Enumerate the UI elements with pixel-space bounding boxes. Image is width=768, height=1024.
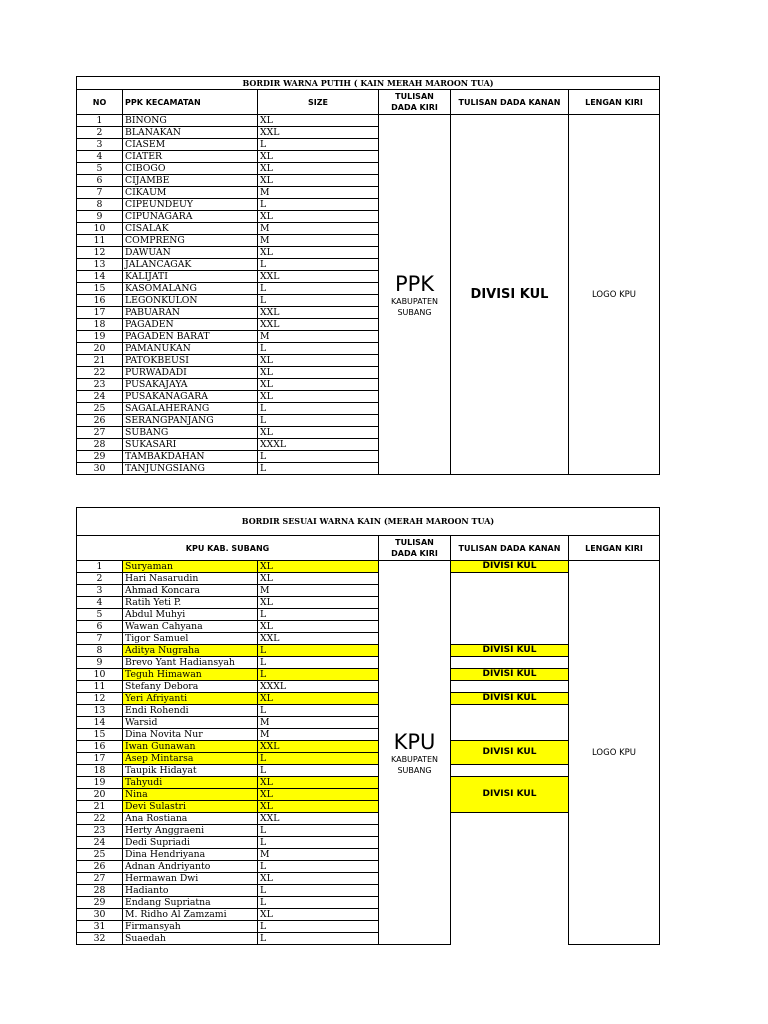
member-name: Hari Nasarudin: [123, 573, 258, 585]
row-number: 13: [77, 705, 123, 717]
dada-kanan-empty: [451, 717, 569, 729]
row-number: 26: [77, 861, 123, 873]
row-number: 17: [77, 307, 123, 319]
kecamatan-name: PAGADEN BARAT: [123, 331, 258, 343]
member-name: Devi Sulastri: [123, 801, 258, 813]
row-number: 1: [77, 115, 123, 127]
size-value: L: [258, 415, 379, 427]
size-value: M: [258, 187, 379, 199]
member-name: Hadianto: [123, 885, 258, 897]
size-value: L: [258, 885, 379, 897]
row-number: 3: [77, 139, 123, 151]
kecamatan-name: CIJAMBE: [123, 175, 258, 187]
size-value: M: [258, 223, 379, 235]
dada-kanan-empty: [451, 573, 569, 585]
member-name: Taupik Hidayat: [123, 765, 258, 777]
size-value: L: [258, 199, 379, 211]
header-ppk-kecamatan: PPK KECAMATAN: [123, 90, 258, 115]
header-lengan-kiri: LENGAN KIRI: [569, 90, 660, 115]
size-value: XL: [258, 693, 379, 705]
divisi-kul-cell: DIVISI KUL: [451, 693, 569, 705]
dada-kanan-cell: [451, 115, 569, 475]
dada-kiri-main: KPU: [393, 729, 436, 754]
logo-kpu-label: LOGO KPU: [591, 747, 637, 758]
size-value: M: [258, 717, 379, 729]
row-number: 30: [77, 463, 123, 475]
size-value: XL: [258, 211, 379, 223]
row-number: 3: [77, 585, 123, 597]
row-number: 14: [77, 271, 123, 283]
kpu-table-title: BORDIR SESUAI WARNA KAIN (MERAH MAROON TUA): [77, 508, 660, 536]
dada-kanan-empty: [451, 633, 569, 645]
size-value: XXXL: [258, 439, 379, 451]
ppk-table: [76, 76, 660, 475]
kecamatan-name: TANJUNGSIANG: [123, 463, 258, 475]
kecamatan-name: SUKASARI: [123, 439, 258, 451]
size-value: XL: [258, 561, 379, 573]
size-value: XXL: [258, 307, 379, 319]
dada-kanan-empty: [451, 681, 569, 693]
size-value: L: [258, 139, 379, 151]
row-number: 22: [77, 813, 123, 825]
kecamatan-name: CISALAK: [123, 223, 258, 235]
member-name: Asep Mintarsa: [123, 753, 258, 765]
dada-kanan-empty: [451, 861, 569, 873]
size-value: XL: [258, 801, 379, 813]
row-number: 16: [77, 741, 123, 753]
row-number: 29: [77, 451, 123, 463]
divisi-kul-cell: DIVISI KUL: [451, 645, 569, 657]
divisi-kul-cell: DIVISI KUL: [451, 777, 569, 813]
member-name: Firmansyah: [123, 921, 258, 933]
divisi-kul-cell: DIVISI KUL: [451, 669, 569, 681]
size-value: XL: [258, 163, 379, 175]
size-value: L: [258, 921, 379, 933]
size-value: XL: [258, 427, 379, 439]
logo-kpu-label: LOGO KPU: [591, 289, 637, 300]
dada-kanan-empty: [451, 837, 569, 849]
row-number: 15: [77, 283, 123, 295]
member-name: Tigor Samuel: [123, 633, 258, 645]
member-name: Teguh Himawan: [123, 669, 258, 681]
size-value: XL: [258, 115, 379, 127]
kpu-table: [76, 507, 660, 945]
member-name: Dedi Supriadi: [123, 837, 258, 849]
ppk-table-title: BORDIR WARNA PUTIH ( KAIN MERAH MAROON TUA): [77, 77, 660, 90]
row-number: 23: [77, 379, 123, 391]
size-value: XL: [258, 355, 379, 367]
size-value: L: [258, 451, 379, 463]
row-number: 19: [77, 777, 123, 789]
size-value: XL: [258, 777, 379, 789]
dada-kiri-sub: KABUPATEN SUBANG: [390, 296, 438, 317]
kecamatan-name: CIASEM: [123, 139, 258, 151]
row-number: 7: [77, 187, 123, 199]
divisi-kul-cell: DIVISI KUL: [451, 561, 569, 573]
size-value: L: [258, 295, 379, 307]
row-number: 26: [77, 415, 123, 427]
dada-kanan-empty: [451, 897, 569, 909]
kecamatan-name: PAMANUKAN: [123, 343, 258, 355]
row-number: 21: [77, 801, 123, 813]
row-number: 27: [77, 873, 123, 885]
member-name: Abdul Muhyi: [123, 609, 258, 621]
member-name: Nina: [123, 789, 258, 801]
size-value: XL: [258, 175, 379, 187]
row-number: 21: [77, 355, 123, 367]
size-value: L: [258, 657, 379, 669]
kecamatan-name: PAGADEN: [123, 319, 258, 331]
kecamatan-name: PUSAKAJAYA: [123, 379, 258, 391]
size-value: XXL: [258, 633, 379, 645]
size-value: L: [258, 825, 379, 837]
row-number: 6: [77, 175, 123, 187]
row-number: 25: [77, 403, 123, 415]
size-value: XL: [258, 573, 379, 585]
member-name: Yeri Afriyanti: [123, 693, 258, 705]
size-value: XXL: [258, 319, 379, 331]
dada-kiri-main: PPK: [394, 271, 435, 296]
row-number: 28: [77, 885, 123, 897]
header-dada-kanan: TULISAN DADA KANAN: [451, 90, 569, 115]
row-number: 22: [77, 367, 123, 379]
row-number: 12: [77, 693, 123, 705]
size-value: L: [258, 343, 379, 355]
header-lengan-kiri: LENGAN KIRI: [569, 536, 660, 561]
dada-kanan-empty: [451, 825, 569, 837]
size-value: L: [258, 765, 379, 777]
size-value: XL: [258, 789, 379, 801]
kecamatan-name: BLANAKAN: [123, 127, 258, 139]
row-number: 24: [77, 837, 123, 849]
row-number: 2: [77, 127, 123, 139]
member-name: Warsid: [123, 717, 258, 729]
size-value: L: [258, 403, 379, 415]
row-number: 23: [77, 825, 123, 837]
size-value: XL: [258, 909, 379, 921]
size-value: XXL: [258, 127, 379, 139]
dada-kanan-empty: [451, 609, 569, 621]
lengan-kiri-cell: [569, 115, 660, 475]
size-value: XL: [258, 367, 379, 379]
kecamatan-name: SERANGPANJANG: [123, 415, 258, 427]
row-number: 24: [77, 391, 123, 403]
size-value: XXL: [258, 813, 379, 825]
row-number: 9: [77, 657, 123, 669]
kecamatan-name: CIBOGO: [123, 163, 258, 175]
size-value: L: [258, 463, 379, 475]
row-number: 14: [77, 717, 123, 729]
size-value: M: [258, 331, 379, 343]
size-value: L: [258, 837, 379, 849]
member-name: Ana Rostiana: [123, 813, 258, 825]
row-number: 29: [77, 897, 123, 909]
row-number: 6: [77, 621, 123, 633]
kecamatan-name: SUBANG: [123, 427, 258, 439]
size-value: M: [258, 849, 379, 861]
size-value: XL: [258, 151, 379, 163]
size-value: M: [258, 235, 379, 247]
member-name: Wawan Cahyana: [123, 621, 258, 633]
kecamatan-name: JALANCAGAK: [123, 259, 258, 271]
kecamatan-name: CIATER: [123, 151, 258, 163]
size-value: M: [258, 585, 379, 597]
divisi-kul-label: DIVISI KUL: [470, 286, 549, 302]
size-value: L: [258, 861, 379, 873]
ppk-table-section: [76, 76, 659, 475]
row-number: 27: [77, 427, 123, 439]
header-dada-kanan: TULISAN DADA KANAN: [451, 536, 569, 561]
row-number: 15: [77, 729, 123, 741]
kecamatan-name: COMPRENG: [123, 235, 258, 247]
dada-kanan-empty: [451, 621, 569, 633]
row-number: 31: [77, 921, 123, 933]
lengan-kiri-cell: [569, 561, 660, 945]
header-kpu-kab-subang: KPU KAB. SUBANG: [77, 536, 379, 561]
dada-kanan-empty: [451, 597, 569, 609]
kecamatan-name: TAMBAKDAHAN: [123, 451, 258, 463]
header-dada-kiri: TULISAN DADA KIRI: [379, 90, 451, 115]
dada-kanan-empty: [451, 705, 569, 717]
member-name: Stefany Debora: [123, 681, 258, 693]
row-number: 8: [77, 645, 123, 657]
row-number: 10: [77, 669, 123, 681]
row-number: 16: [77, 295, 123, 307]
member-name: Iwan Gunawan: [123, 741, 258, 753]
member-name: Endi Rohendi: [123, 705, 258, 717]
kecamatan-name: PUSAKANAGARA: [123, 391, 258, 403]
member-name: Tahyudi: [123, 777, 258, 789]
header-size: SIZE: [258, 90, 379, 115]
member-name: Ahmad Koncara: [123, 585, 258, 597]
row-number: 18: [77, 319, 123, 331]
header-dada-kiri: TULISAN DADA KIRI: [379, 536, 451, 561]
row-number: 10: [77, 223, 123, 235]
member-name: Endang Supriatna: [123, 897, 258, 909]
row-number: 8: [77, 199, 123, 211]
size-value: XXL: [258, 271, 379, 283]
row-number: 13: [77, 259, 123, 271]
size-value: XL: [258, 873, 379, 885]
size-value: L: [258, 609, 379, 621]
row-number: 32: [77, 933, 123, 945]
dada-kanan-empty: [451, 849, 569, 861]
member-name: Aditya Nugraha: [123, 645, 258, 657]
size-value: L: [258, 753, 379, 765]
size-value: XXXL: [258, 681, 379, 693]
table-row: [77, 561, 660, 573]
kecamatan-name: CIPUNAGARA: [123, 211, 258, 223]
size-value: L: [258, 645, 379, 657]
row-number: 30: [77, 909, 123, 921]
dada-kanan-empty: [451, 765, 569, 777]
row-number: 20: [77, 789, 123, 801]
size-value: M: [258, 729, 379, 741]
row-number: 11: [77, 681, 123, 693]
member-name: Hermawan Dwi: [123, 873, 258, 885]
member-name: Suaedah: [123, 933, 258, 945]
member-name: Herty Anggraeni: [123, 825, 258, 837]
dada-kanan-empty: [451, 909, 569, 921]
size-value: L: [258, 669, 379, 681]
kecamatan-name: SAGALAHERANG: [123, 403, 258, 415]
kecamatan-name: LEGONKULON: [123, 295, 258, 307]
kecamatan-name: BINONG: [123, 115, 258, 127]
dada-kanan-empty: [451, 921, 569, 933]
size-value: L: [258, 283, 379, 295]
row-number: 20: [77, 343, 123, 355]
size-value: L: [258, 705, 379, 717]
row-number: 7: [77, 633, 123, 645]
row-number: 5: [77, 609, 123, 621]
member-name: M. Ridho Al Zamzami: [123, 909, 258, 921]
row-number: 25: [77, 849, 123, 861]
kecamatan-name: KASOMALANG: [123, 283, 258, 295]
row-number: 19: [77, 331, 123, 343]
size-value: XXL: [258, 741, 379, 753]
divisi-kul-cell: DIVISI KUL: [451, 741, 569, 765]
row-number: 2: [77, 573, 123, 585]
size-value: XL: [258, 597, 379, 609]
row-number: 17: [77, 753, 123, 765]
dada-kanan-empty: [451, 933, 569, 945]
kecamatan-name: KALIJATI: [123, 271, 258, 283]
dada-kiri-cell: [379, 115, 451, 475]
size-value: XL: [258, 379, 379, 391]
row-number: 18: [77, 765, 123, 777]
kpu-table-section: [76, 507, 659, 945]
table-row: [77, 115, 660, 127]
dada-kanan-empty: [451, 813, 569, 825]
row-number: 4: [77, 151, 123, 163]
size-value: L: [258, 933, 379, 945]
member-name: Brevo Yant Hadiansyah: [123, 657, 258, 669]
member-name: Dina Novita Nur: [123, 729, 258, 741]
row-number: 1: [77, 561, 123, 573]
row-number: 9: [77, 211, 123, 223]
row-number: 11: [77, 235, 123, 247]
row-number: 12: [77, 247, 123, 259]
dada-kanan-empty: [451, 729, 569, 741]
member-name: Adnan Andriyanto: [123, 861, 258, 873]
kecamatan-name: CIKAUM: [123, 187, 258, 199]
dada-kiri-sub: KABUPATEN SUBANG: [390, 754, 438, 775]
row-number: 4: [77, 597, 123, 609]
dada-kanan-empty: [451, 657, 569, 669]
dada-kanan-empty: [451, 885, 569, 897]
dada-kanan-empty: [451, 585, 569, 597]
size-value: L: [258, 897, 379, 909]
kecamatan-name: PURWADADI: [123, 367, 258, 379]
kecamatan-name: PABUARAN: [123, 307, 258, 319]
kecamatan-name: PATOKBEUSI: [123, 355, 258, 367]
size-value: L: [258, 259, 379, 271]
member-name: Suryaman: [123, 561, 258, 573]
member-name: Ratih Yeti P.: [123, 597, 258, 609]
row-number: 28: [77, 439, 123, 451]
dada-kanan-empty: [451, 873, 569, 885]
kecamatan-name: CIPEUNDEUY: [123, 199, 258, 211]
size-value: XL: [258, 391, 379, 403]
kecamatan-name: DAWUAN: [123, 247, 258, 259]
row-number: 5: [77, 163, 123, 175]
dada-kiri-cell: [379, 561, 451, 945]
size-value: XL: [258, 247, 379, 259]
header-no: NO: [77, 90, 123, 115]
size-value: XL: [258, 621, 379, 633]
member-name: Dina Hendriyana: [123, 849, 258, 861]
